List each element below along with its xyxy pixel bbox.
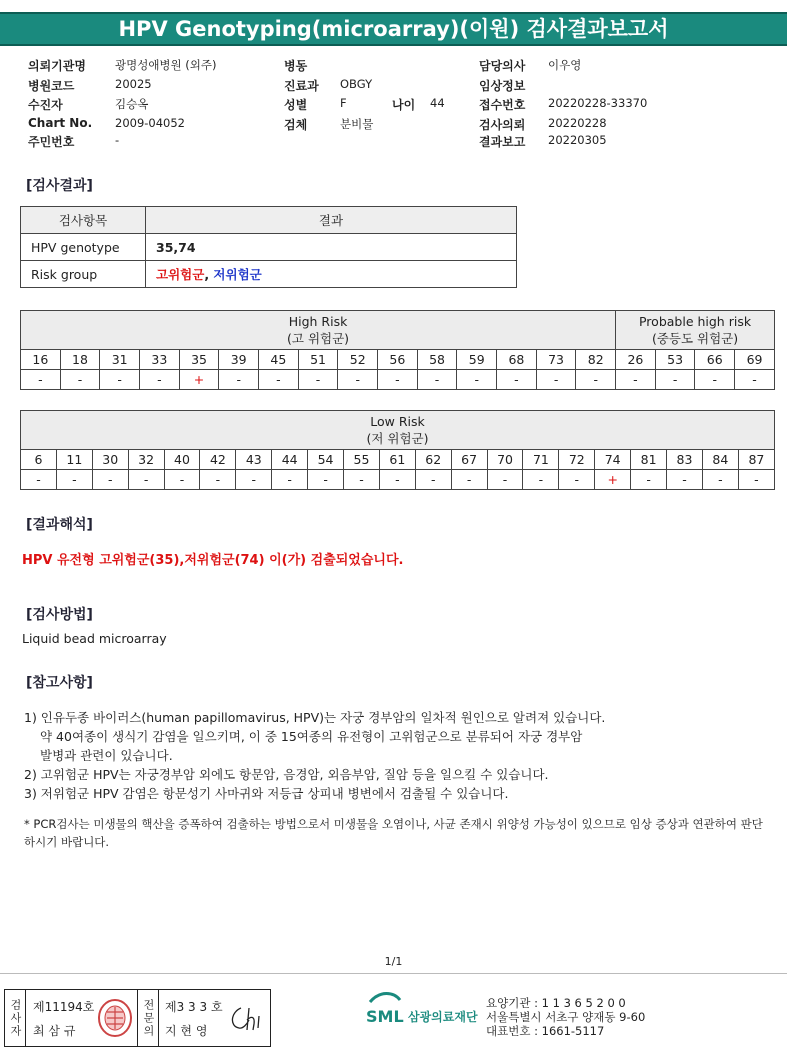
low-risk-type-cell: 44 (272, 450, 308, 470)
lab-phone: 대표번호 : 1661-5117 (486, 1024, 605, 1038)
high-risk-subtitle: (고 위험군) (287, 331, 350, 346)
high-risk-type-cell: 73 (536, 350, 576, 370)
low-risk-type-cell: 40 (164, 450, 200, 470)
low-risk-result-cell: - (200, 470, 236, 490)
footer-divider (0, 973, 787, 974)
low-risk-result-cell: - (308, 470, 344, 490)
high-risk-result-cell: - (695, 370, 735, 390)
genotype-value: 35,74 (146, 234, 517, 261)
low-risk-result-cell: - (667, 470, 703, 490)
patient-label: 수진자 (28, 98, 63, 112)
result-col-item: 검사항목 (21, 207, 146, 234)
high-risk-result-cell: - (21, 370, 61, 390)
seal-stamp-icon (97, 998, 133, 1038)
high-risk-result-cell: - (100, 370, 140, 390)
receipt-label: 접수번호 (479, 98, 526, 112)
low-risk-type-cell: 62 (415, 450, 451, 470)
probable-risk-header (616, 311, 775, 350)
low-risk-result-cell: - (451, 470, 487, 490)
request-value: 20220228 (548, 116, 607, 130)
specimen-label: 검체 (284, 118, 308, 132)
low-risk-result-cell: - (164, 470, 200, 490)
low-risk-type-cell: 72 (559, 450, 595, 470)
risk-high-text: 고위험군 (156, 267, 205, 282)
hospital-code-label: 병원코드 (28, 79, 75, 93)
resident-value: - (115, 133, 120, 147)
low-risk-result-cell: - (344, 470, 380, 490)
examiner-label: 검사자 (5, 990, 26, 1046)
low-risk-result-cell: - (21, 470, 57, 490)
low-risk-type-cell: 87 (738, 450, 774, 470)
low-risk-result-cell: - (236, 470, 272, 490)
age-label: 나이 (392, 98, 416, 112)
sml-logo-text: SML (366, 1007, 404, 1026)
high-risk-result-cell: - (417, 370, 457, 390)
high-risk-result-cell: - (338, 370, 378, 390)
signature-box (4, 989, 271, 1047)
lab-address: 서울특별시 서초구 양재동 9-60 (486, 1010, 646, 1024)
low-risk-type-cell: 61 (379, 450, 415, 470)
section-interpretation-title: [결과해석] (26, 517, 93, 533)
risk-group-value (146, 261, 517, 288)
note-line: 약 40여종이 생식기 감염을 일으키며, 이 중 15여종의 유전형이 고위험군으로 분류되어 자궁 경부암 (40, 729, 583, 744)
high-risk-type-cell: 69 (735, 350, 775, 370)
hospital-code-value: 20025 (115, 77, 152, 91)
high-risk-type-cell: 66 (695, 350, 735, 370)
patient-value: 김승옥 (115, 97, 149, 111)
section-result-title: [검사결과] (26, 178, 93, 194)
high-risk-result-cell: - (298, 370, 338, 390)
low-risk-result-cell: - (92, 470, 128, 490)
clinical-label: 임상정보 (479, 79, 526, 93)
high-risk-table (20, 310, 775, 390)
low-risk-type-cell: 70 (487, 450, 523, 470)
high-risk-type-cell: 51 (298, 350, 338, 370)
low-risk-type-cell: 54 (308, 450, 344, 470)
high-risk-result-cell: - (378, 370, 418, 390)
low-risk-type-cell: 42 (200, 450, 236, 470)
probable-risk-title: Probable high risk (638, 314, 752, 329)
low-risk-result-cell: - (272, 470, 308, 490)
examiner-name: 최 삼 규 (33, 1024, 76, 1038)
dept-value: OBGY (340, 77, 373, 91)
receipt-value: 20220228-33370 (548, 96, 648, 110)
note-line: 1) 인유두종 바이러스(human papillomavirus, HPV)는 자궁 경부암의 일차적 원인으로 알려져 있습니다. (24, 710, 606, 725)
low-risk-result-cell: - (523, 470, 559, 490)
institution-label: 의뢰기관명 (28, 59, 86, 73)
high-risk-type-cell: 45 (259, 350, 299, 370)
result-table (20, 206, 517, 288)
low-risk-type-cell: 84 (702, 450, 738, 470)
specialist-label: 전문의 (137, 990, 159, 1046)
lab-info (486, 996, 645, 1038)
report-title: HPV Genotyping(microarray)(이원) 검사결과보고서 (0, 12, 787, 46)
section-method-title: [검사방법] (26, 607, 93, 623)
high-risk-title: High Risk (288, 314, 348, 329)
low-risk-result-cell: - (738, 470, 774, 490)
low-risk-type-cell: 83 (667, 450, 703, 470)
high-risk-result-cell: - (140, 370, 180, 390)
lab-name: 삼광의료재단 (408, 1010, 478, 1024)
high-risk-type-cell: 53 (655, 350, 695, 370)
sex-label: 성별 (284, 98, 308, 112)
specialist-name: 지 현 영 (165, 1024, 208, 1038)
high-risk-result-cell: + (179, 370, 219, 390)
age-value: 44 (430, 96, 445, 110)
low-risk-result-cell: - (487, 470, 523, 490)
genotype-label: HPV genotype (21, 234, 146, 261)
high-risk-result-cell: - (259, 370, 299, 390)
low-risk-result-cell: - (379, 470, 415, 490)
high-risk-type-cell: 39 (219, 350, 259, 370)
high-risk-result-cell: - (457, 370, 497, 390)
high-risk-result-cell: - (735, 370, 775, 390)
high-risk-header (21, 311, 616, 350)
method-text: Liquid bead microarray (22, 631, 167, 646)
high-risk-type-cell: 59 (457, 350, 497, 370)
high-risk-type-cell: 58 (417, 350, 457, 370)
interpretation-text: HPV 유전형 고위험군(35),저위험군(74) 이(가) 검출되었습니다. (22, 553, 404, 568)
risk-group-label: Risk group (21, 261, 146, 288)
low-risk-type-cell: 74 (595, 450, 631, 470)
low-risk-type-cell: 55 (344, 450, 380, 470)
low-risk-result-cell: - (415, 470, 451, 490)
probable-risk-subtitle: (중등도 위험군) (651, 331, 739, 346)
low-risk-header (21, 411, 775, 450)
risk-low-text: 저위험군 (213, 267, 262, 282)
high-risk-result-cell: - (219, 370, 259, 390)
report-value: 20220305 (548, 133, 607, 147)
patient-info (0, 0, 787, 160)
doctor-value: 이우영 (548, 58, 582, 72)
result-col-result: 결과 (146, 207, 517, 234)
high-risk-type-cell: 56 (378, 350, 418, 370)
request-label: 검사의뢰 (479, 118, 526, 132)
dept-label: 진료과 (284, 79, 319, 93)
ward-label: 병동 (284, 59, 308, 73)
specialist-license: 제3 3 3 호 (165, 1000, 223, 1014)
high-risk-result-cell: - (497, 370, 537, 390)
high-risk-type-cell: 33 (140, 350, 180, 370)
chart-label: Chart No. (28, 116, 93, 130)
high-risk-type-cell: 26 (616, 350, 656, 370)
low-risk-type-cell: 67 (451, 450, 487, 470)
high-risk-type-cell: 16 (21, 350, 61, 370)
page-number: 1/1 (384, 955, 403, 968)
low-risk-subtitle: (저 위험군) (366, 431, 429, 446)
examiner-license: 제11194호 (33, 1000, 95, 1014)
reference-notes (24, 708, 764, 803)
low-risk-result-cell: + (595, 470, 631, 490)
high-risk-type-cell: 82 (576, 350, 616, 370)
doctor-label: 담당의사 (479, 59, 526, 73)
risk-separator: , (204, 267, 214, 282)
note-line: 발병과 관련이 있습니다. (40, 748, 173, 763)
low-risk-type-cell: 11 (56, 450, 92, 470)
low-risk-result-cell: - (128, 470, 164, 490)
chart-value: 2009-04052 (115, 116, 185, 130)
report-label: 결과보고 (479, 135, 526, 149)
low-risk-type-cell: 71 (523, 450, 559, 470)
note-line: 2) 고위험군 HPV는 자궁경부암 외에도 항문암, 음경암, 외음부암, 질암 등을 일으킬 수 있습니다. (24, 767, 549, 782)
high-risk-result-cell: - (655, 370, 695, 390)
footnote: * PCR검사는 미생물의 핵산을 증폭하여 검출하는 방법으로서 미생물을 오염이나, 사균 존재시 위양성 가능성이 있으므로 임상 증상과 연관하여 판단하시기 바랍니다. (24, 817, 763, 849)
low-risk-title: Low Risk (370, 414, 425, 429)
low-risk-type-cell: 43 (236, 450, 272, 470)
lab-code: 요양기관 : 1 1 3 6 5 2 0 0 (486, 996, 626, 1010)
handwritten-signature-icon (227, 1002, 265, 1034)
high-risk-type-cell: 31 (100, 350, 140, 370)
high-risk-type-cell: 18 (60, 350, 100, 370)
high-risk-result-cell: - (576, 370, 616, 390)
low-risk-result-cell: - (559, 470, 595, 490)
note-line: 3) 저위험군 HPV 감염은 항문성기 사마귀와 저등급 상피내 병변에서 검출될 수 있습니다. (24, 786, 509, 801)
low-risk-type-cell: 81 (631, 450, 667, 470)
low-risk-result-cell: - (702, 470, 738, 490)
section-reference-title: [참고사항] (26, 675, 93, 691)
high-risk-result-cell: - (60, 370, 100, 390)
resident-label: 주민번호 (28, 135, 75, 149)
high-risk-type-cell: 35 (179, 350, 219, 370)
specimen-value: 분비물 (340, 117, 374, 131)
sml-logo-icon (364, 990, 406, 1030)
high-risk-type-cell: 68 (497, 350, 537, 370)
low-risk-result-cell: - (56, 470, 92, 490)
low-risk-type-cell: 6 (21, 450, 57, 470)
low-risk-table (20, 410, 775, 490)
low-risk-result-cell: - (631, 470, 667, 490)
low-risk-type-cell: 32 (128, 450, 164, 470)
low-risk-type-cell: 30 (92, 450, 128, 470)
high-risk-type-cell: 52 (338, 350, 378, 370)
sex-value: F (340, 96, 347, 110)
high-risk-result-cell: - (536, 370, 576, 390)
high-risk-result-cell: - (616, 370, 656, 390)
institution-value: 광명성애병원 (외주) (115, 58, 217, 72)
